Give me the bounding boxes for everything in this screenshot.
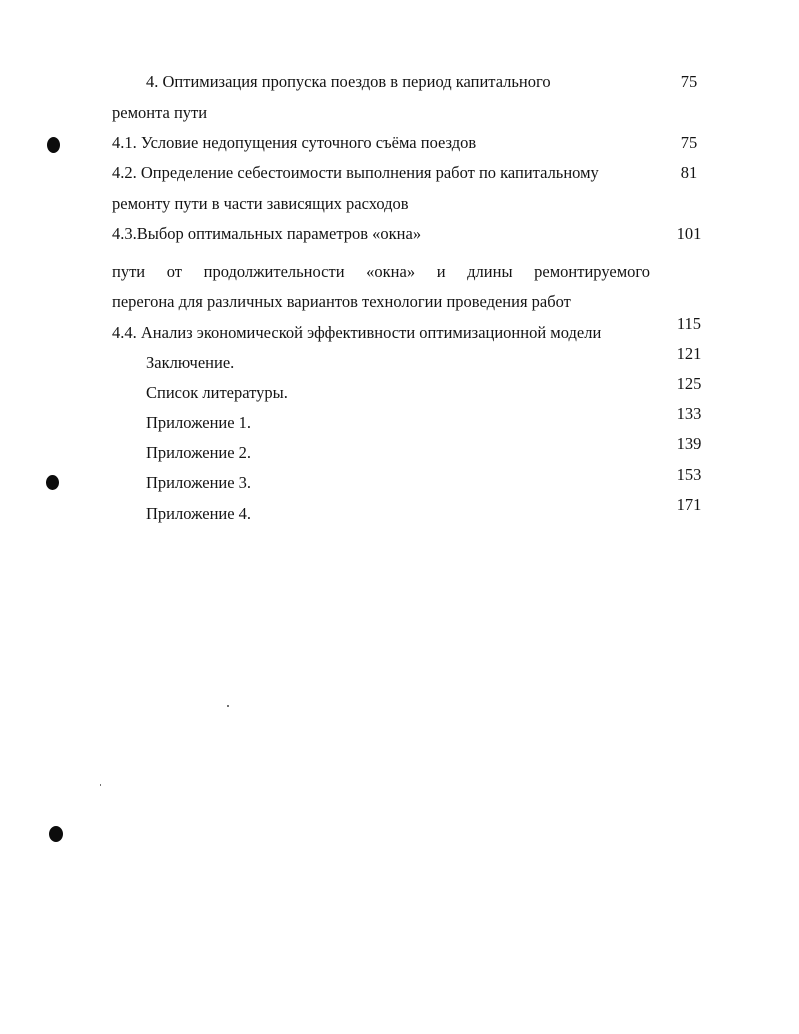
toc-entry-appendix-1-title: Приложение 1. <box>146 413 252 432</box>
binder-hole-top <box>47 137 60 153</box>
toc-entry-4-3-continuation-line1: пути от продолжительности «окна» и длины ремонтируемого <box>112 262 650 281</box>
toc-entry-4-3-title: 4.3.Выбор оптимальных параметров «окна» <box>112 224 422 243</box>
toc-entry-conclusion-page: 121 <box>676 344 702 363</box>
toc-entry-appendix-4-page: 171 <box>676 495 702 514</box>
toc-entry-4-page: 75 <box>680 72 698 91</box>
toc-entry-references-page: 125 <box>676 374 702 393</box>
toc-entry-conclusion-title: Заключение. <box>146 353 235 372</box>
toc-entry-4-3-page: 101 <box>676 224 702 243</box>
toc-entry-appendix-2-page: 139 <box>676 434 702 453</box>
toc-entry-4-1-title: 4.1. Условие недопущения суточного съёма поездов <box>112 133 477 152</box>
toc-entry-4-4-title: 4.4. Анализ экономической эффективности оптимизационной модели <box>112 323 602 342</box>
toc-entry-4-2-title-line1: 4.2. Определение себестоимости выполнения работ по капитальному <box>112 163 599 182</box>
toc-entry-appendix-1-page: 133 <box>676 404 702 423</box>
toc-entry-appendix-3-title: Приложение 3. <box>146 473 252 492</box>
scan-speck <box>100 784 101 786</box>
toc-entry-appendix-3-page: 153 <box>676 465 702 484</box>
toc-entry-4-title-line2: ремонта пути <box>112 103 208 122</box>
toc-entry-4-1-page: 75 <box>680 133 698 152</box>
scan-speck <box>227 705 229 707</box>
toc-entry-4-title-line1: 4. Оптимизация пропуска поездов в период капитального <box>146 72 551 91</box>
toc-entry-4-4-page: 115 <box>676 314 702 333</box>
toc-entry-4-2-title-line2: ремонту пути в части зависящих расходов <box>112 194 409 213</box>
toc-entry-4-3-continuation-line2: перегона для различных вариантов технологии проведения работ <box>112 292 571 311</box>
toc-entry-appendix-2-title: Приложение 2. <box>146 443 252 462</box>
toc-entry-appendix-4-title: Приложение 4. <box>146 504 252 523</box>
binder-hole-bottom <box>49 826 63 842</box>
binder-hole-middle <box>46 475 59 490</box>
toc-entry-4-2-page: 81 <box>680 163 698 182</box>
toc-entry-references-title: Список литературы. <box>146 383 288 402</box>
